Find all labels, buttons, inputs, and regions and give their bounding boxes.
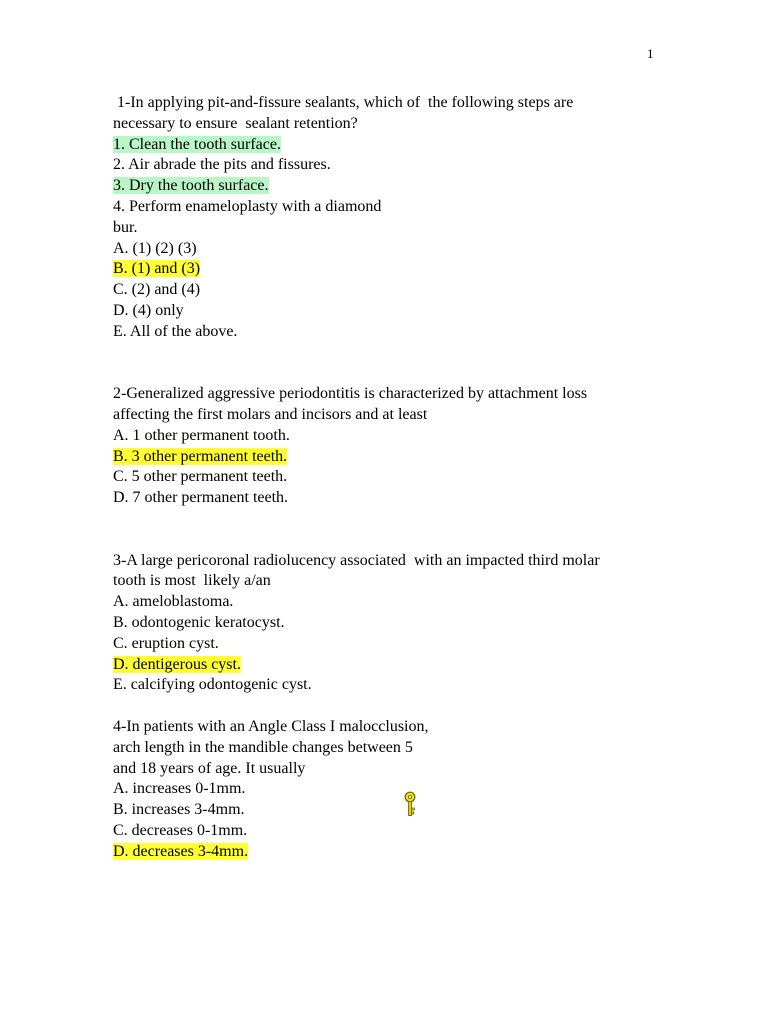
question-3-option-e: E. calcifying odontogenic cyst. xyxy=(113,676,312,694)
question-3-option-d xyxy=(113,655,673,676)
question-2-stem-line-2: affecting the first molars and incisors and at least xyxy=(113,405,428,423)
correct-answer: B. (1) and (3) xyxy=(113,260,201,278)
highlighted-answer: 1. Clean the tooth surface. xyxy=(113,135,281,153)
question-1-item-4: 4. Perform enameloplasty with a diamond xyxy=(113,197,382,215)
question-4-option-d xyxy=(113,842,673,863)
question-4-option-a: A. increases 0-1mm. xyxy=(113,780,246,798)
highlighted-answer: 3. Dry the tooth surface. xyxy=(113,177,269,195)
spacer xyxy=(113,696,673,717)
question-1-stem-line-1: 1-In applying pit-and-fissure sealants, which of the following steps are xyxy=(113,94,574,111)
question-2-option-a: A. 1 other permanent tooth. xyxy=(113,426,290,444)
page-number: 1 xyxy=(647,46,654,61)
question-2 xyxy=(113,384,673,509)
question-4-option-b: B. increases 3-4mm. xyxy=(113,801,245,819)
question-1 xyxy=(113,93,673,343)
question-1-option-a: A. (1) (2) (3) xyxy=(113,239,197,257)
question-4-stem-line-2: arch length in the mandible changes between 5 xyxy=(113,738,413,756)
correct-answer: D. decreases 3-4mm. xyxy=(113,842,249,860)
question-1-stem-line-2: necessary to ensure sealant retention? xyxy=(113,114,358,132)
question-2-option-b xyxy=(113,447,673,468)
question-2-option-c: C. 5 other permanent teeth. xyxy=(113,468,288,486)
question-1-item-1 xyxy=(113,135,673,156)
spacer xyxy=(113,343,673,385)
key-icon xyxy=(402,791,418,819)
question-1-option-b xyxy=(113,259,673,280)
question-1-option-e: E. All of the above. xyxy=(113,322,238,340)
question-1-item-3 xyxy=(113,176,673,197)
question-3-option-b: B. odontogenic keratocyst. xyxy=(113,613,285,631)
question-3-option-a: A. ameloblastoma. xyxy=(113,593,234,611)
question-4 xyxy=(113,717,673,863)
question-1-item-4-cont: bur. xyxy=(113,218,138,236)
question-1-option-c: C. (2) and (4) xyxy=(113,281,201,299)
question-2-stem-line-1: 2-Generalized aggressive periodontitis is characterized by attachment loss xyxy=(113,385,588,403)
question-3 xyxy=(113,551,673,697)
question-3-option-c: C. eruption cyst. xyxy=(113,634,219,652)
document-body xyxy=(113,93,673,862)
question-1-item-2: 2. Air abrade the pits and fissures. xyxy=(113,156,331,174)
spacer xyxy=(113,509,673,551)
question-2-option-d: D. 7 other permanent teeth. xyxy=(113,489,289,507)
correct-answer: B. 3 other permanent teeth. xyxy=(113,447,288,465)
question-4-stem-line-1: 4-In patients with an Angle Class I malocclusion, xyxy=(113,717,429,735)
question-4-option-c: C. decreases 0-1mm. xyxy=(113,821,248,839)
question-1-option-d: D. (4) only xyxy=(113,301,184,319)
correct-answer: D. dentigerous cyst. xyxy=(113,655,241,673)
question-3-stem-line-2: tooth is most likely a/an xyxy=(113,572,271,590)
question-3-stem-line-1: 3-A large pericoronal radiolucency associated with an impacted third molar xyxy=(113,551,600,569)
question-4-stem-line-3: and 18 years of age. It usually xyxy=(113,759,306,777)
